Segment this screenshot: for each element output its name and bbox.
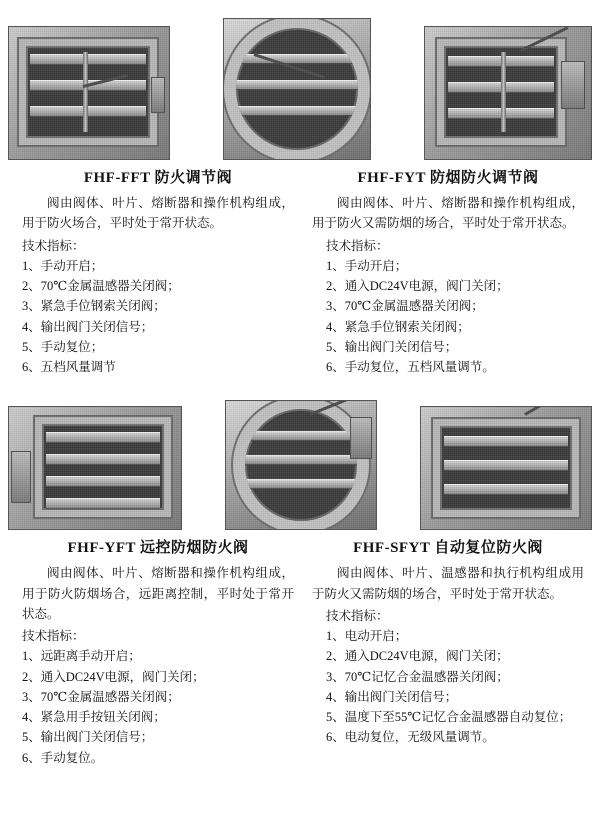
product-block-fhf-sfyt <box>312 530 584 768</box>
spec-item: 3、70℃金属温感器关闭阀； <box>326 299 484 314</box>
spec-item: 5、温度下至55℃记忆合金温感器自动复位； <box>326 710 572 724</box>
spec-item: 2、70℃金属温感器关闭阀； <box>22 279 180 293</box>
round-smoke-fire-damper-photo <box>424 26 592 160</box>
spec-list <box>22 646 294 768</box>
round-damper-actuator-photo <box>225 400 377 530</box>
spec-item: 4、紧急用手按钮关闭阀； <box>22 710 166 724</box>
spec-list <box>22 256 294 378</box>
electric-actuator <box>350 417 372 459</box>
spec-list <box>312 626 584 748</box>
spec-item: 6、五档风量调节 <box>22 360 116 374</box>
product-description: 阀由阀体、叶片、熔断器和操作机构组成，用于防火防烟场合，远距离控制，平时处于常开状态。 <box>22 566 294 621</box>
product-description: 阀由阀体、叶片、熔断器和操作机构组成，用于防火又需防烟的场合，平时处于常开状态。 <box>312 196 584 231</box>
spec-label: 技术指标： <box>326 238 389 253</box>
product-description: 阀由阀体、叶片、温感器和执行机构组成用于防火又需防烟的场合，平时处于常开状态。 <box>312 566 584 601</box>
spec-item: 4、输出阀门关闭信号； <box>22 319 154 334</box>
top-photo-band <box>0 0 600 160</box>
round-damper-photo <box>223 18 371 160</box>
bottom-text-band <box>0 530 600 768</box>
spec-item: 5、手动复位； <box>22 339 104 354</box>
product-title: FHF-FFT 防火调节阀 <box>83 170 233 186</box>
spec-item: 1、远距离手动开启； <box>22 649 141 664</box>
spec-item: 3、70℃记忆合金温感器关闭阀； <box>326 669 509 684</box>
spec-item: 6、手动复位。 <box>22 750 104 765</box>
spec-item: 1、手动开启； <box>22 258 104 273</box>
product-block-fhf-yft <box>22 530 294 768</box>
product-title: FHF-YFT 远控防烟防火阀 <box>67 540 249 557</box>
spec-item: 3、70℃金属温感器关闭阀； <box>22 689 180 704</box>
rectangular-fire-damper-photo <box>8 26 170 160</box>
spec-item: 6、手动复位，五档风量调节。 <box>326 360 495 374</box>
spec-item: 1、电动开启； <box>326 629 408 643</box>
spec-item: 2、通入DC24V电源，阀门关闭； <box>326 649 509 664</box>
spec-label: 技术指标： <box>326 608 389 623</box>
section-divider-space <box>0 377 600 385</box>
remote-smoke-fire-damper-photo <box>8 406 182 530</box>
spec-label: 技术指标： <box>22 629 85 643</box>
electric-actuator <box>561 61 585 109</box>
product-description: 阀由阀体、叶片、熔断器和操作机构组成，用于防火场合，平时处于常开状态。 <box>22 196 294 231</box>
top-text-band <box>0 160 600 377</box>
spec-item: 2、通入DC24V电源，阀门关闭； <box>22 669 205 684</box>
bottom-photo-band <box>0 385 600 530</box>
remote-control-box <box>11 451 31 503</box>
spec-item: 5、输出阀门关闭信号； <box>326 339 458 354</box>
spec-item: 2、通入DC24V电源，阀门关闭； <box>326 279 509 293</box>
product-title: FHF-SFYT 自动复位防火阀 <box>353 540 543 557</box>
spec-item: 6、电动复位，无级风量调节。 <box>326 730 495 745</box>
product-block-fhf-fft <box>22 160 294 377</box>
spec-item: 5、输出阀门关闭信号； <box>22 730 154 745</box>
spec-label: 技术指标： <box>22 238 85 253</box>
spec-list <box>312 256 584 378</box>
spec-item: 1、手动开启； <box>326 258 408 273</box>
product-block-fhf-fyt <box>312 160 584 377</box>
spec-item: 3、紧急手位钢索关闭阀； <box>22 299 166 314</box>
spec-item: 4、输出阀门关闭信号； <box>326 689 458 704</box>
damper-handle <box>151 77 165 113</box>
reset-arm <box>524 406 567 416</box>
product-title: FHF-FYT 防烟防火调节阀 <box>357 170 539 186</box>
spec-item: 4、紧急手位钢索关闭阀； <box>326 319 470 334</box>
auto-reset-fire-damper-photo <box>420 406 592 530</box>
